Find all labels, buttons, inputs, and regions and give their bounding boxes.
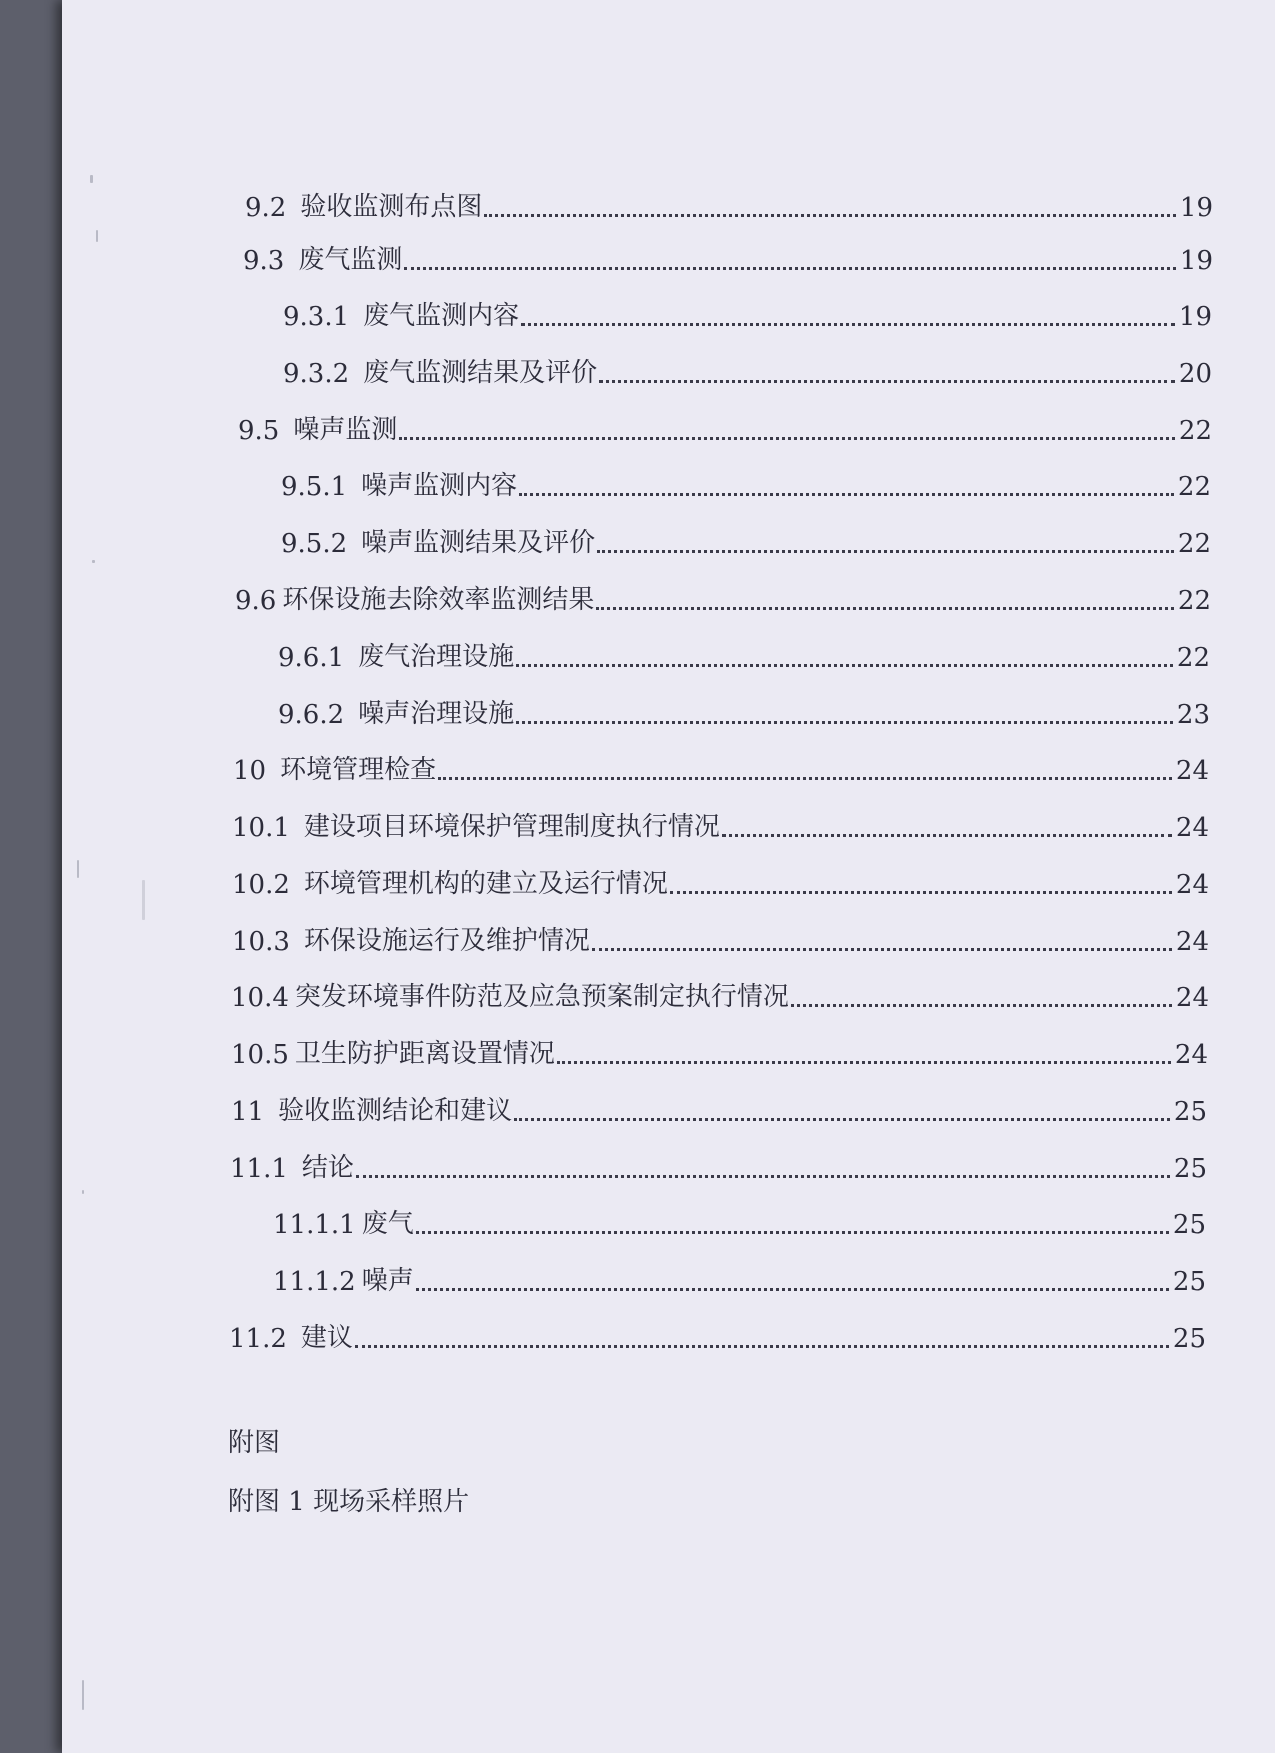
toc-dot-leader: [416, 1288, 1169, 1291]
toc-entry-page: 24: [1174, 1040, 1208, 1070]
toc-entry[interactable]: [281, 523, 1211, 559]
toc-entry-title: 建议: [300, 1323, 353, 1353]
toc-dot-leader: [514, 1118, 1170, 1121]
toc-entry-number: 10.3: [232, 927, 290, 957]
toc-entry-title: 环境管理检查: [280, 755, 437, 785]
toc-entry-number: 9.6: [235, 586, 277, 616]
toc-entry-title: 噪声治理设施: [358, 699, 515, 729]
toc-dot-leader: [399, 437, 1175, 440]
toc-entry[interactable]: [233, 750, 1209, 786]
toc-dot-leader: [404, 267, 1176, 270]
toc-entry-number: 9.3: [243, 246, 285, 276]
toc-entry[interactable]: [230, 1148, 1207, 1184]
toc-entry-number: 9.3.1: [283, 302, 350, 332]
toc-dot-leader: [557, 1061, 1171, 1064]
toc-entry-number: 10.4: [231, 983, 289, 1013]
toc-dot-leader: [596, 607, 1174, 610]
toc-dot-leader: [592, 948, 1172, 951]
toc-entry[interactable]: [232, 864, 1209, 900]
toc-entry-page: 22: [1177, 586, 1211, 616]
toc-dot-leader: [597, 550, 1174, 553]
toc-entry-page: 19: [1179, 193, 1213, 223]
toc-entry-number: 10.1: [232, 813, 290, 843]
toc-entry-number: 11: [231, 1097, 265, 1127]
toc-entry-page: 25: [1173, 1097, 1207, 1127]
toc-entry-number: 11.1.2: [273, 1267, 356, 1297]
toc-entry[interactable]: [278, 694, 1210, 730]
toc-entry-title: 突发环境事件防范及应急预案制定执行情况: [294, 982, 789, 1012]
toc-entry[interactable]: [283, 296, 1212, 332]
toc-entry[interactable]: [281, 466, 1211, 502]
table-of-contents: [62, 0, 1275, 1753]
toc-entry[interactable]: [273, 1204, 1206, 1240]
toc-entry-title: 噪声监测: [293, 415, 398, 445]
toc-entry-number: 11.1: [230, 1154, 288, 1184]
toc-entry-page: 24: [1175, 983, 1209, 1013]
toc-entry-page: 19: [1179, 246, 1213, 276]
toc-entry-number: 9.5: [238, 416, 280, 446]
toc-entry[interactable]: [231, 977, 1209, 1013]
toc-entry-page: 20: [1178, 359, 1212, 389]
toc-entry-title: 噪声: [361, 1266, 414, 1296]
toc-entry-number: 10.2: [232, 870, 290, 900]
toc-entry-page: 25: [1173, 1154, 1207, 1184]
toc-entry-page: 24: [1175, 756, 1209, 786]
toc-entry-number: 9.5.2: [281, 529, 348, 559]
toc-entry-title: 环保设施去除效率监测结果: [282, 585, 595, 615]
toc-entry-title: 环保设施运行及维护情况: [303, 926, 590, 956]
toc-entry-title: 建设项目环境保护管理制度执行情况: [303, 812, 720, 842]
toc-entry-title: 废气监测: [298, 245, 403, 275]
toc-entry-title: 结论: [301, 1153, 354, 1183]
toc-entry[interactable]: [229, 1318, 1206, 1354]
toc-entry-number: 10: [233, 756, 267, 786]
toc-entry-page: 25: [1172, 1267, 1206, 1297]
toc-dot-leader: [355, 1345, 1169, 1348]
toc-dot-leader: [599, 380, 1175, 383]
toc-entry-number: 10.5: [231, 1040, 289, 1070]
toc-entry[interactable]: [231, 1034, 1208, 1070]
toc-entry-title: 环境管理机构的建立及运行情况: [303, 869, 668, 899]
toc-entry-page: 22: [1177, 472, 1211, 502]
toc-dot-leader: [438, 777, 1172, 780]
toc-entry-title: 废气治理设施: [358, 642, 515, 672]
toc-dot-leader: [791, 1004, 1172, 1007]
scanned-page: [62, 0, 1275, 1753]
toc-entry-page: 24: [1175, 870, 1209, 900]
toc-entry-title: 废气监测内容: [363, 301, 520, 331]
toc-entry[interactable]: [273, 1261, 1206, 1297]
toc-entry-page: 23: [1176, 700, 1210, 730]
toc-entry[interactable]: [238, 410, 1212, 446]
toc-entry-number: 9.2: [245, 193, 287, 223]
toc-dot-leader: [722, 834, 1172, 837]
toc-entry-page: 25: [1172, 1210, 1206, 1240]
toc-entry-title: 验收监测布点图: [300, 192, 483, 222]
toc-entry-number: 9.6.1: [278, 643, 345, 673]
toc-dot-leader: [356, 1175, 1170, 1178]
toc-dot-leader: [519, 493, 1174, 496]
toc-entry[interactable]: [243, 240, 1213, 276]
toc-entry-title: 验收监测结论和建议: [278, 1096, 513, 1126]
toc-entry-page: 19: [1178, 302, 1212, 332]
toc-entry[interactable]: [283, 353, 1212, 389]
toc-dot-leader: [484, 214, 1176, 217]
toc-entry-page: 25: [1172, 1324, 1206, 1354]
toc-entry[interactable]: [232, 921, 1209, 957]
toc-entry-number: 9.6.2: [278, 700, 345, 730]
appendix-item[interactable]: 附图 1 现场采样照片: [228, 1487, 470, 1517]
toc-dot-leader: [516, 721, 1173, 724]
toc-entry-number: 11.2: [229, 1324, 287, 1354]
toc-entry-title: 废气监测结果及评价: [363, 358, 598, 388]
toc-entry[interactable]: [232, 807, 1209, 843]
toc-entry-page: 22: [1176, 643, 1210, 673]
toc-dot-leader: [516, 664, 1173, 667]
toc-dot-leader: [521, 323, 1175, 326]
toc-entry-title: 噪声监测结果及评价: [361, 528, 596, 558]
toc-entry-title: 噪声监测内容: [361, 471, 518, 501]
toc-entry[interactable]: [231, 1091, 1207, 1127]
toc-entry-page: 24: [1175, 813, 1209, 843]
toc-entry-page: 22: [1177, 529, 1211, 559]
toc-entry-number: 11.1.1: [273, 1210, 356, 1240]
toc-entry-title: 卫生防护距离设置情况: [294, 1039, 555, 1069]
appendix-heading: 附图: [228, 1428, 281, 1458]
toc-entry-page: 22: [1178, 416, 1212, 446]
toc-entry[interactable]: [278, 637, 1210, 673]
toc-entry[interactable]: [245, 187, 1213, 223]
toc-entry-number: 9.5.1: [281, 472, 348, 502]
toc-entry-title: 废气: [361, 1209, 414, 1239]
toc-dot-leader: [416, 1231, 1169, 1234]
toc-entry-number: 9.3.2: [283, 359, 350, 389]
toc-entry-page: 24: [1175, 927, 1209, 957]
toc-entry[interactable]: [235, 580, 1211, 616]
toc-dot-leader: [670, 891, 1172, 894]
